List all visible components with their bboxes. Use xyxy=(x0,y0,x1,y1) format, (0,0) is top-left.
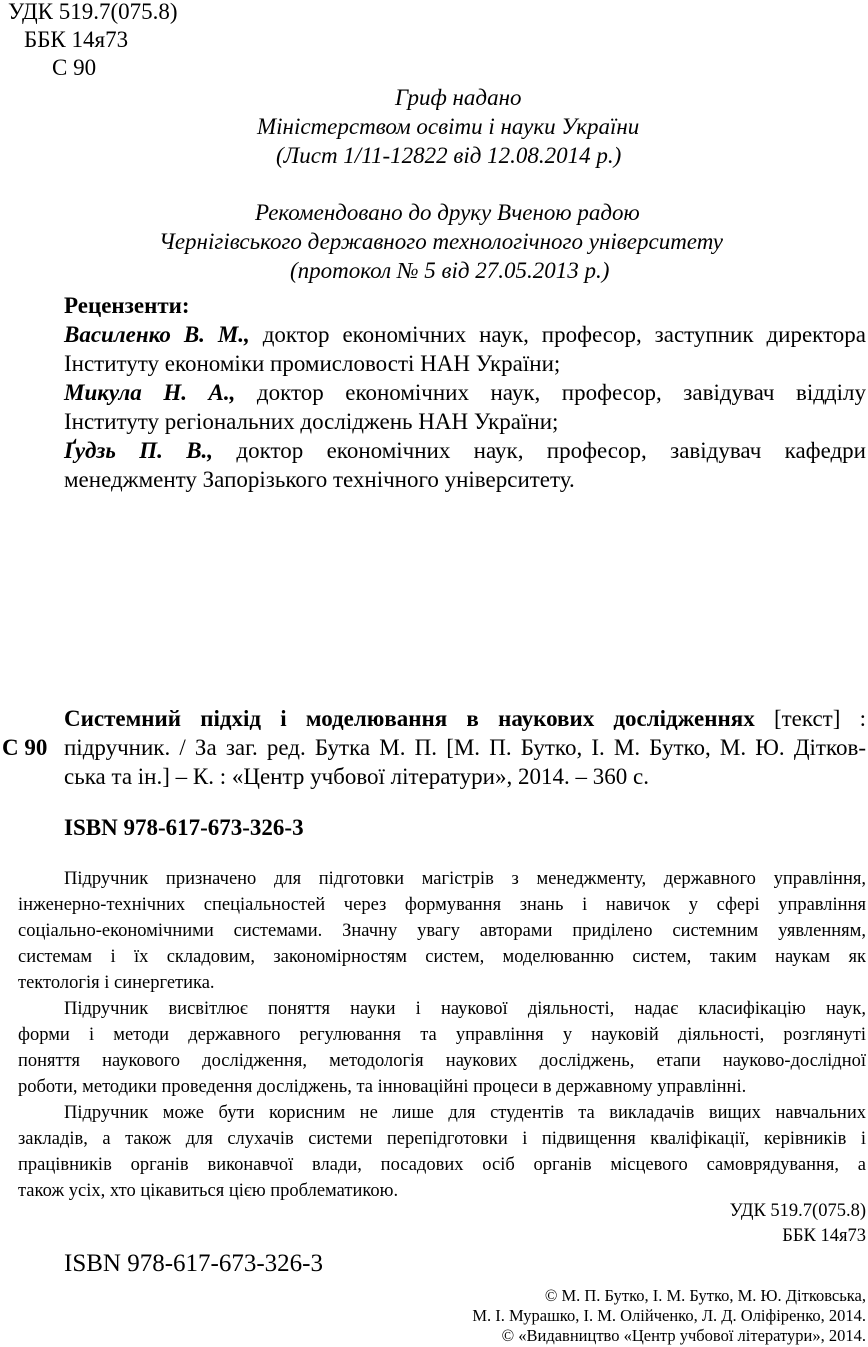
annotation-line: Підручник призначено для підготовки магістрів з менеджменту, державного управління, xyxy=(64,869,866,889)
annotation-line: роботи, методики проведення досліджень, та інноваційні процеси в державному управлінні. xyxy=(18,1077,747,1097)
annotation-line: системам і їх складовим, закономірностям систем, моделюванню систем, таким наукам як xyxy=(18,947,866,967)
copyright-line-1: © М. П. Бутко, І. М. Бутко, М. Ю. Дітковська, xyxy=(544,1286,866,1305)
isbn-plain: ISBN 978-617-673-326-3 xyxy=(64,1250,324,1277)
annotation-paragraph-1 xyxy=(18,866,866,996)
annotation-paragraph-3 xyxy=(18,1100,866,1204)
annotation-paragraph-2 xyxy=(18,996,866,1100)
book-title: Системний підхід і моделювання в наукових дослідженнях xyxy=(64,706,755,731)
annotation-line: інженерно-технічних спеціальностей через формування знань і навичок у сфері управління xyxy=(18,895,866,915)
reviewer-3 xyxy=(64,436,866,494)
grif-line-1: Гриф надано xyxy=(395,85,522,110)
reviewer-2-title: доктор економічних наук, професор, завідувач відділу xyxy=(256,380,866,405)
reviewer-3-title: доктор економічних наук, професор, завідувач кафедри xyxy=(236,438,866,463)
footer-udk: УДК 519.7(075.8) xyxy=(729,1201,866,1221)
reviewer-2 xyxy=(64,378,866,436)
annotation-line: закладів, а також для слухачів системи перепідготовки і підвищення кваліфікації, керівників і xyxy=(18,1129,866,1149)
annotation-line: тектологія і синергетика. xyxy=(18,973,215,993)
annotation-line: форми і методи державного регулювання та управління у науковій діяльності, розглянуті xyxy=(18,1025,866,1045)
copyright-line-3: © «Видавництво «Центр учбової літератури», 2014. xyxy=(501,1326,866,1345)
bibliography-entry xyxy=(64,704,866,791)
reviewer-3-affiliation: менеджменту Запорізького технічного університету. xyxy=(64,467,575,492)
bibliography-line-2: підручник. / За заг. ред. Бутка М. П. [М. П. Бутко, І. М. Бутко, М. Ю. Дітков- xyxy=(64,735,866,760)
annotation-line: поняття наукового дослідження, методологія наукових досліджень, етапи науково-дослідної xyxy=(18,1051,866,1071)
grif-line-3: (Лист 1/11-12822 від 12.08.2014 р.) xyxy=(276,143,622,168)
bibliography-code: С 90 xyxy=(2,735,48,760)
udk-code: УДК 519.7(075.8) xyxy=(8,0,178,24)
annotation-line: працівників органів виконавчої влади, посадових осіб органів місцевого самоврядування, а xyxy=(18,1155,866,1175)
reviewer-1 xyxy=(64,320,866,378)
reviewer-1-name: Василенко В. М., xyxy=(64,322,250,347)
bibliography-rest: [текст] : xyxy=(773,706,866,731)
annotation xyxy=(18,866,866,1204)
bibliography-line-3: ська та ін.] – К. : «Центр учбової літератури», 2014. – 360 с. xyxy=(64,764,649,789)
annotation-line: соціально-економічними системами. Значну увагу авторами приділено системним уявленням, xyxy=(18,921,866,941)
reviewer-3-name: Ґудзь П. В., xyxy=(64,438,214,463)
annotation-line: Підручник висвітлює поняття науки і наукової діяльності, надає класифікацію наук, xyxy=(64,999,866,1019)
author-mark: С 90 xyxy=(52,55,97,80)
bbk-code: ББК 14я73 xyxy=(24,27,129,52)
reviewer-2-affiliation: Інституту регіональних досліджень НАН України; xyxy=(64,409,559,434)
annotation-line: Підручник може бути корисним не лише для студентів та викладачів вищих навчальних xyxy=(64,1103,866,1123)
reviewer-1-title: доктор економічних наук, професор, заступник директора xyxy=(262,322,866,347)
annotation-line: також усіх, хто цікавиться цією проблематикою. xyxy=(18,1181,399,1201)
reviewers-heading: Рецензенти: xyxy=(64,293,190,318)
isbn-bold: ISBN 978-617-673-326-3 xyxy=(64,815,304,840)
recommended-line-1: Рекомендовано до друку Вченою радою xyxy=(255,200,640,225)
recommended-line-3: (протокол № 5 від 27.05.2013 р.) xyxy=(290,258,610,283)
reviewer-2-name: Микула Н. А., xyxy=(64,380,236,405)
reviewer-1-affiliation: Інституту економіки промисловості НАН України; xyxy=(64,351,561,376)
recommended-line-2: Чернігівського державного технологічного університету xyxy=(159,229,723,254)
grif-line-2: Міністерством освіти і науки України xyxy=(257,114,640,139)
copyright-line-2: М. І. Мурашко, І. М. Олійченко, Л. Д. Оліфіренко, 2014. xyxy=(472,1306,866,1325)
footer-bbk: ББК 14я73 xyxy=(782,1226,866,1246)
